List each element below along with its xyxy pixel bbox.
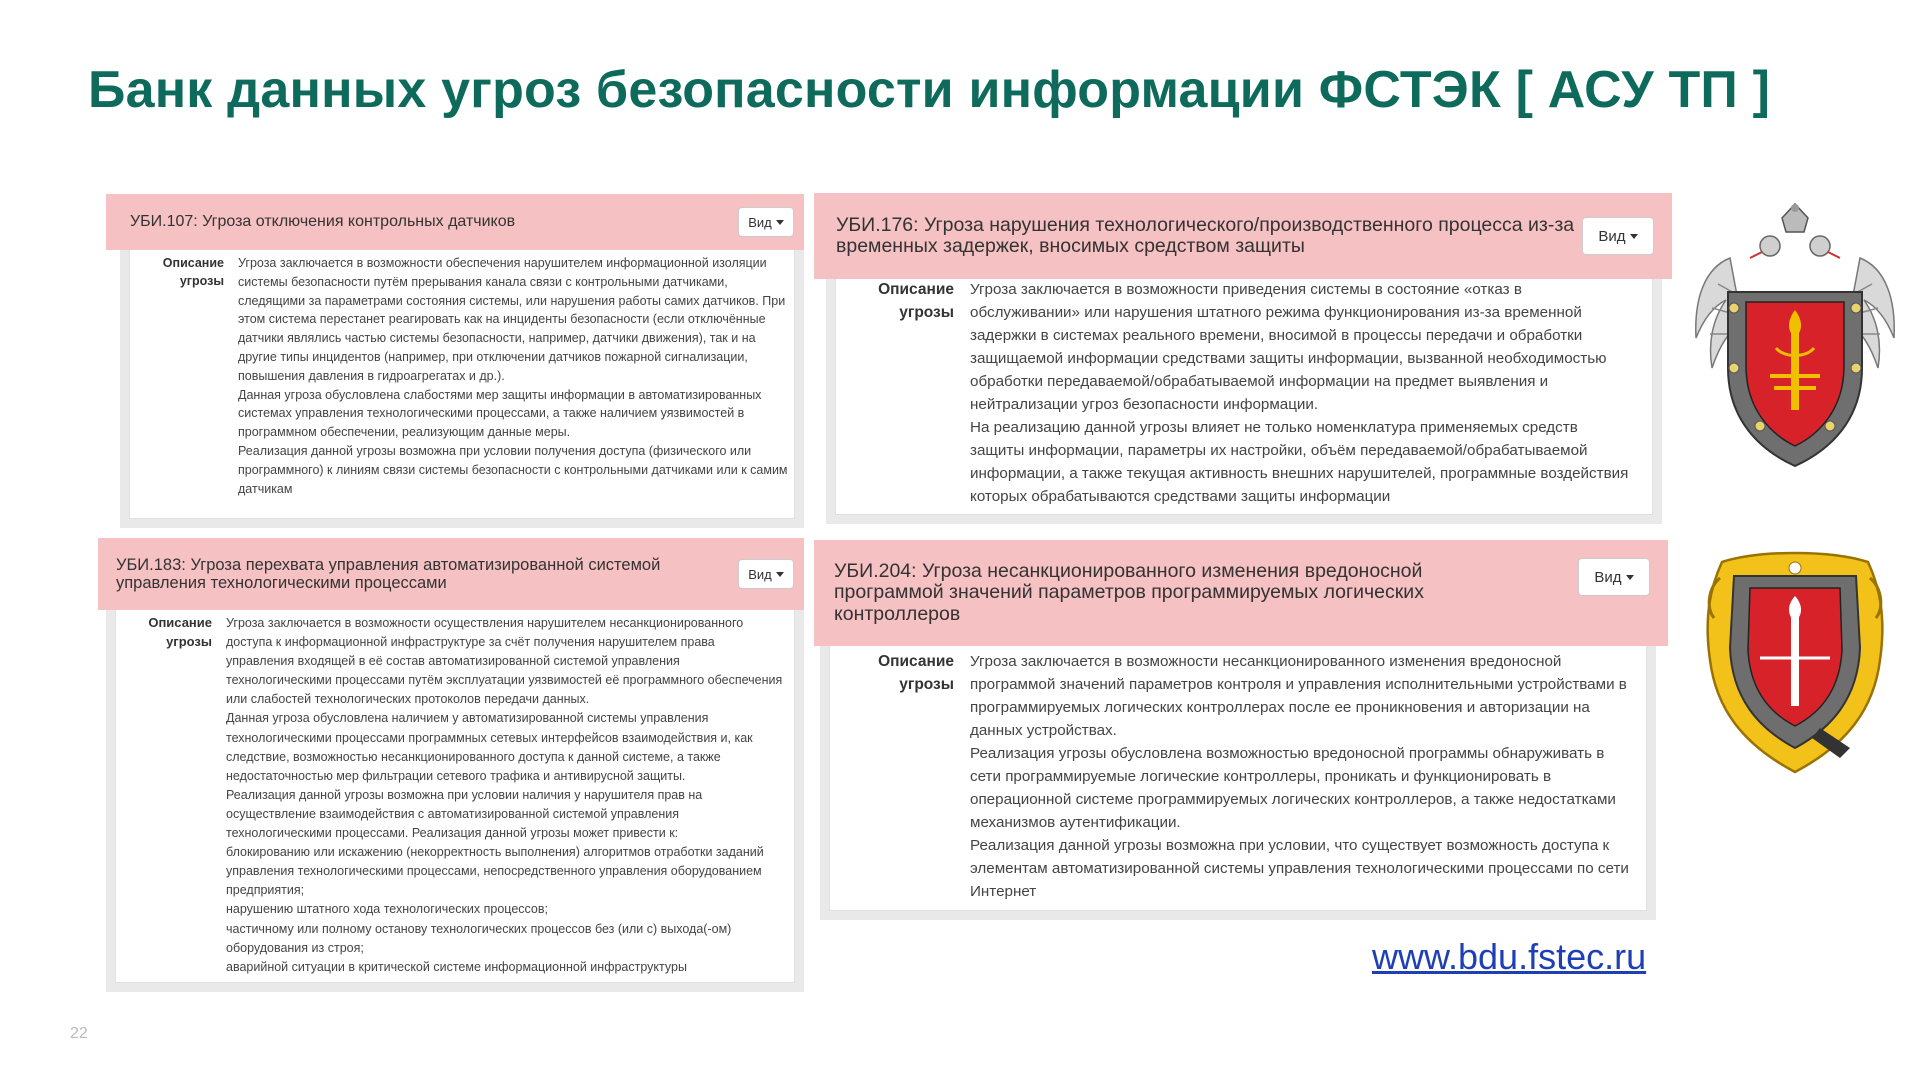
caret-down-icon — [1630, 234, 1638, 239]
threat-card-176-header — [814, 193, 1672, 279]
threat-description — [150, 254, 790, 498]
fstec-eagle-emblem — [1690, 198, 1900, 470]
threat-title: УБИ.176: Угроза нарушения технологического/производственного процесса из-за временных задержек, вносимых средством защиты — [836, 213, 1575, 257]
fstec-shield-emblem — [1700, 548, 1890, 778]
threat-title: УБИ.204: Угроза несанкционированного изменения вредоносной программой значений параметров программируемых логических контроллеров — [834, 559, 1424, 625]
caret-down-icon — [776, 572, 784, 577]
description-label: Описание угрозы — [878, 281, 954, 321]
view-button-label: Вид — [1594, 568, 1622, 586]
view-dropdown-button[interactable] — [738, 559, 794, 589]
view-button-label: Вид — [748, 566, 772, 582]
threat-description — [138, 614, 788, 977]
threat-title: УБИ.107: Угроза отключения контрольных датчиков — [130, 213, 516, 231]
description-label: Описание угрозы — [162, 256, 224, 289]
view-dropdown-button[interactable] — [1582, 217, 1654, 255]
description-text: Угроза заключается в возможности обеспечения нарушителем информационной изоляции системы безопасности путём прерывания канала связи с контрольными датчиками, следящими за параметрами состояния системы, или нарушения работы самих датчиков. При этом система перестанет реагировать как на инциденты безопасности (если отключённые датчики являлись частью системы безопасности, например, датчики движения), так и на другие типы инцидентов (например, при отключении датчиков пожарной сигнализации, повышения давления в гидроагрегатах и др.). Данная угроза обусловлена слабостями мер защиты информации в автоматизированных системах управления технологическими процессами, а также наличием уязвимостей в программном обеспечении, реализующим данные меры. Реализация данной угрозы возможна при условии получения доступа (физического или программного) к линиям связи системы безопасности с контрольными датчиками или к самим датчикам — [238, 256, 788, 496]
threat-card-204-header — [814, 540, 1668, 646]
view-button-label: Вид — [748, 214, 772, 230]
description-text: Угроза заключается в возможности осуществления нарушителем несанкционированного доступа к информационной инфраструктуре за счёт получения нарушителем права управления входящей в её состав автоматизированной системой управления технологическими процессами путём эксплуатации уязвимостей её программного обеспечения или слабостей технологических протоколов передачи данных. Данная угроза обусловлена наличием у автоматизированной системы управления технологическими процессами программных сетевых интерфейсов взаимодействия и, как следствие, возможностью несанкционированного доступа к данной системе, а также недостаточностью мер фильтрации сетевого трафика и антивирусной защиты. Реализация данной угрозы возможна при условии наличия у нарушителя прав на осуществление взаимодействия с автоматизированной системой управления технологическими процессами. Реализация данной угрозы может привести к: блокированию или искажению (некорректность выполнения) алгоритмов отработки заданий управления технологическими процессами, непосредственного управления оборудованием предприятия; нарушению штатного хода технологических процессов; частичному или полному останову технологических процессов без (или с) выхода(-ом) оборудования из строя; аварийной ситуации в критической системе информационной инфраструктуры — [226, 616, 783, 974]
view-button-label: Вид — [1598, 227, 1626, 245]
view-dropdown-button[interactable] — [738, 207, 794, 237]
threat-card-183-header — [98, 538, 804, 610]
caret-down-icon — [776, 220, 784, 225]
view-dropdown-button[interactable] — [1578, 558, 1650, 596]
description-label: Описание угрозы — [878, 653, 954, 693]
caret-down-icon — [1626, 575, 1634, 580]
description-label: Описание угрозы — [148, 615, 212, 649]
page-number: 22 — [70, 1025, 88, 1042]
threat-description — [858, 650, 1648, 903]
description-text: Угроза заключается в возможности несанкционированного изменения вредоносной программой значений параметров контроля и управления исполнительными устройствами в программируемых логических контроллерах после ее проникновения и авторизации на данных устройствах. Реализация угрозы обусловлена возможностью вредоносной программы обнаруживать в сети программируемые логические контроллеры, проникать и функционировать в операционной системе программируемых логических контроллеров, а также недостатками механизмов аутентификации. Реализация данной угрозы возможна при условии, что существует возможность доступа к элементам автоматизированной системы управления технологическими процессами по сети Интернет — [970, 653, 1629, 900]
threat-description — [858, 278, 1648, 508]
threat-card-107-header — [106, 194, 804, 250]
threat-title: УБИ.183: Угроза перехвата управления автоматизированной системой управления технологическими процессами — [116, 555, 661, 592]
slide-title: Банк данных угроз безопасности информации ФСТЭК [ АСУ ТП ] — [88, 61, 1771, 119]
bdu-website-link[interactable]: www.bdu.fstec.ru — [1372, 936, 1647, 977]
description-text: Угроза заключается в возможности приведения системы в состояние «отказ в обслуживании» или нарушения штатного режима функционирования из-за временной задержки в системах реального времени, вносимой в процессы передачи и обработки защищаемой информации средствами защиты информации, вызванной необходимостью обработки передаваемой/обрабатываемой информации на предмет выявления и нейтрализации угроз безопасности информации. На реализацию данной угрозы влияет не только номенклатура применяемых средств защиты информации, параметры их настройки, объём передаваемой/обрабатываемой информации, а также текущая активность внешних нарушителей, программные воздействия которых обрабатываются средствами защиты информации — [970, 281, 1629, 505]
